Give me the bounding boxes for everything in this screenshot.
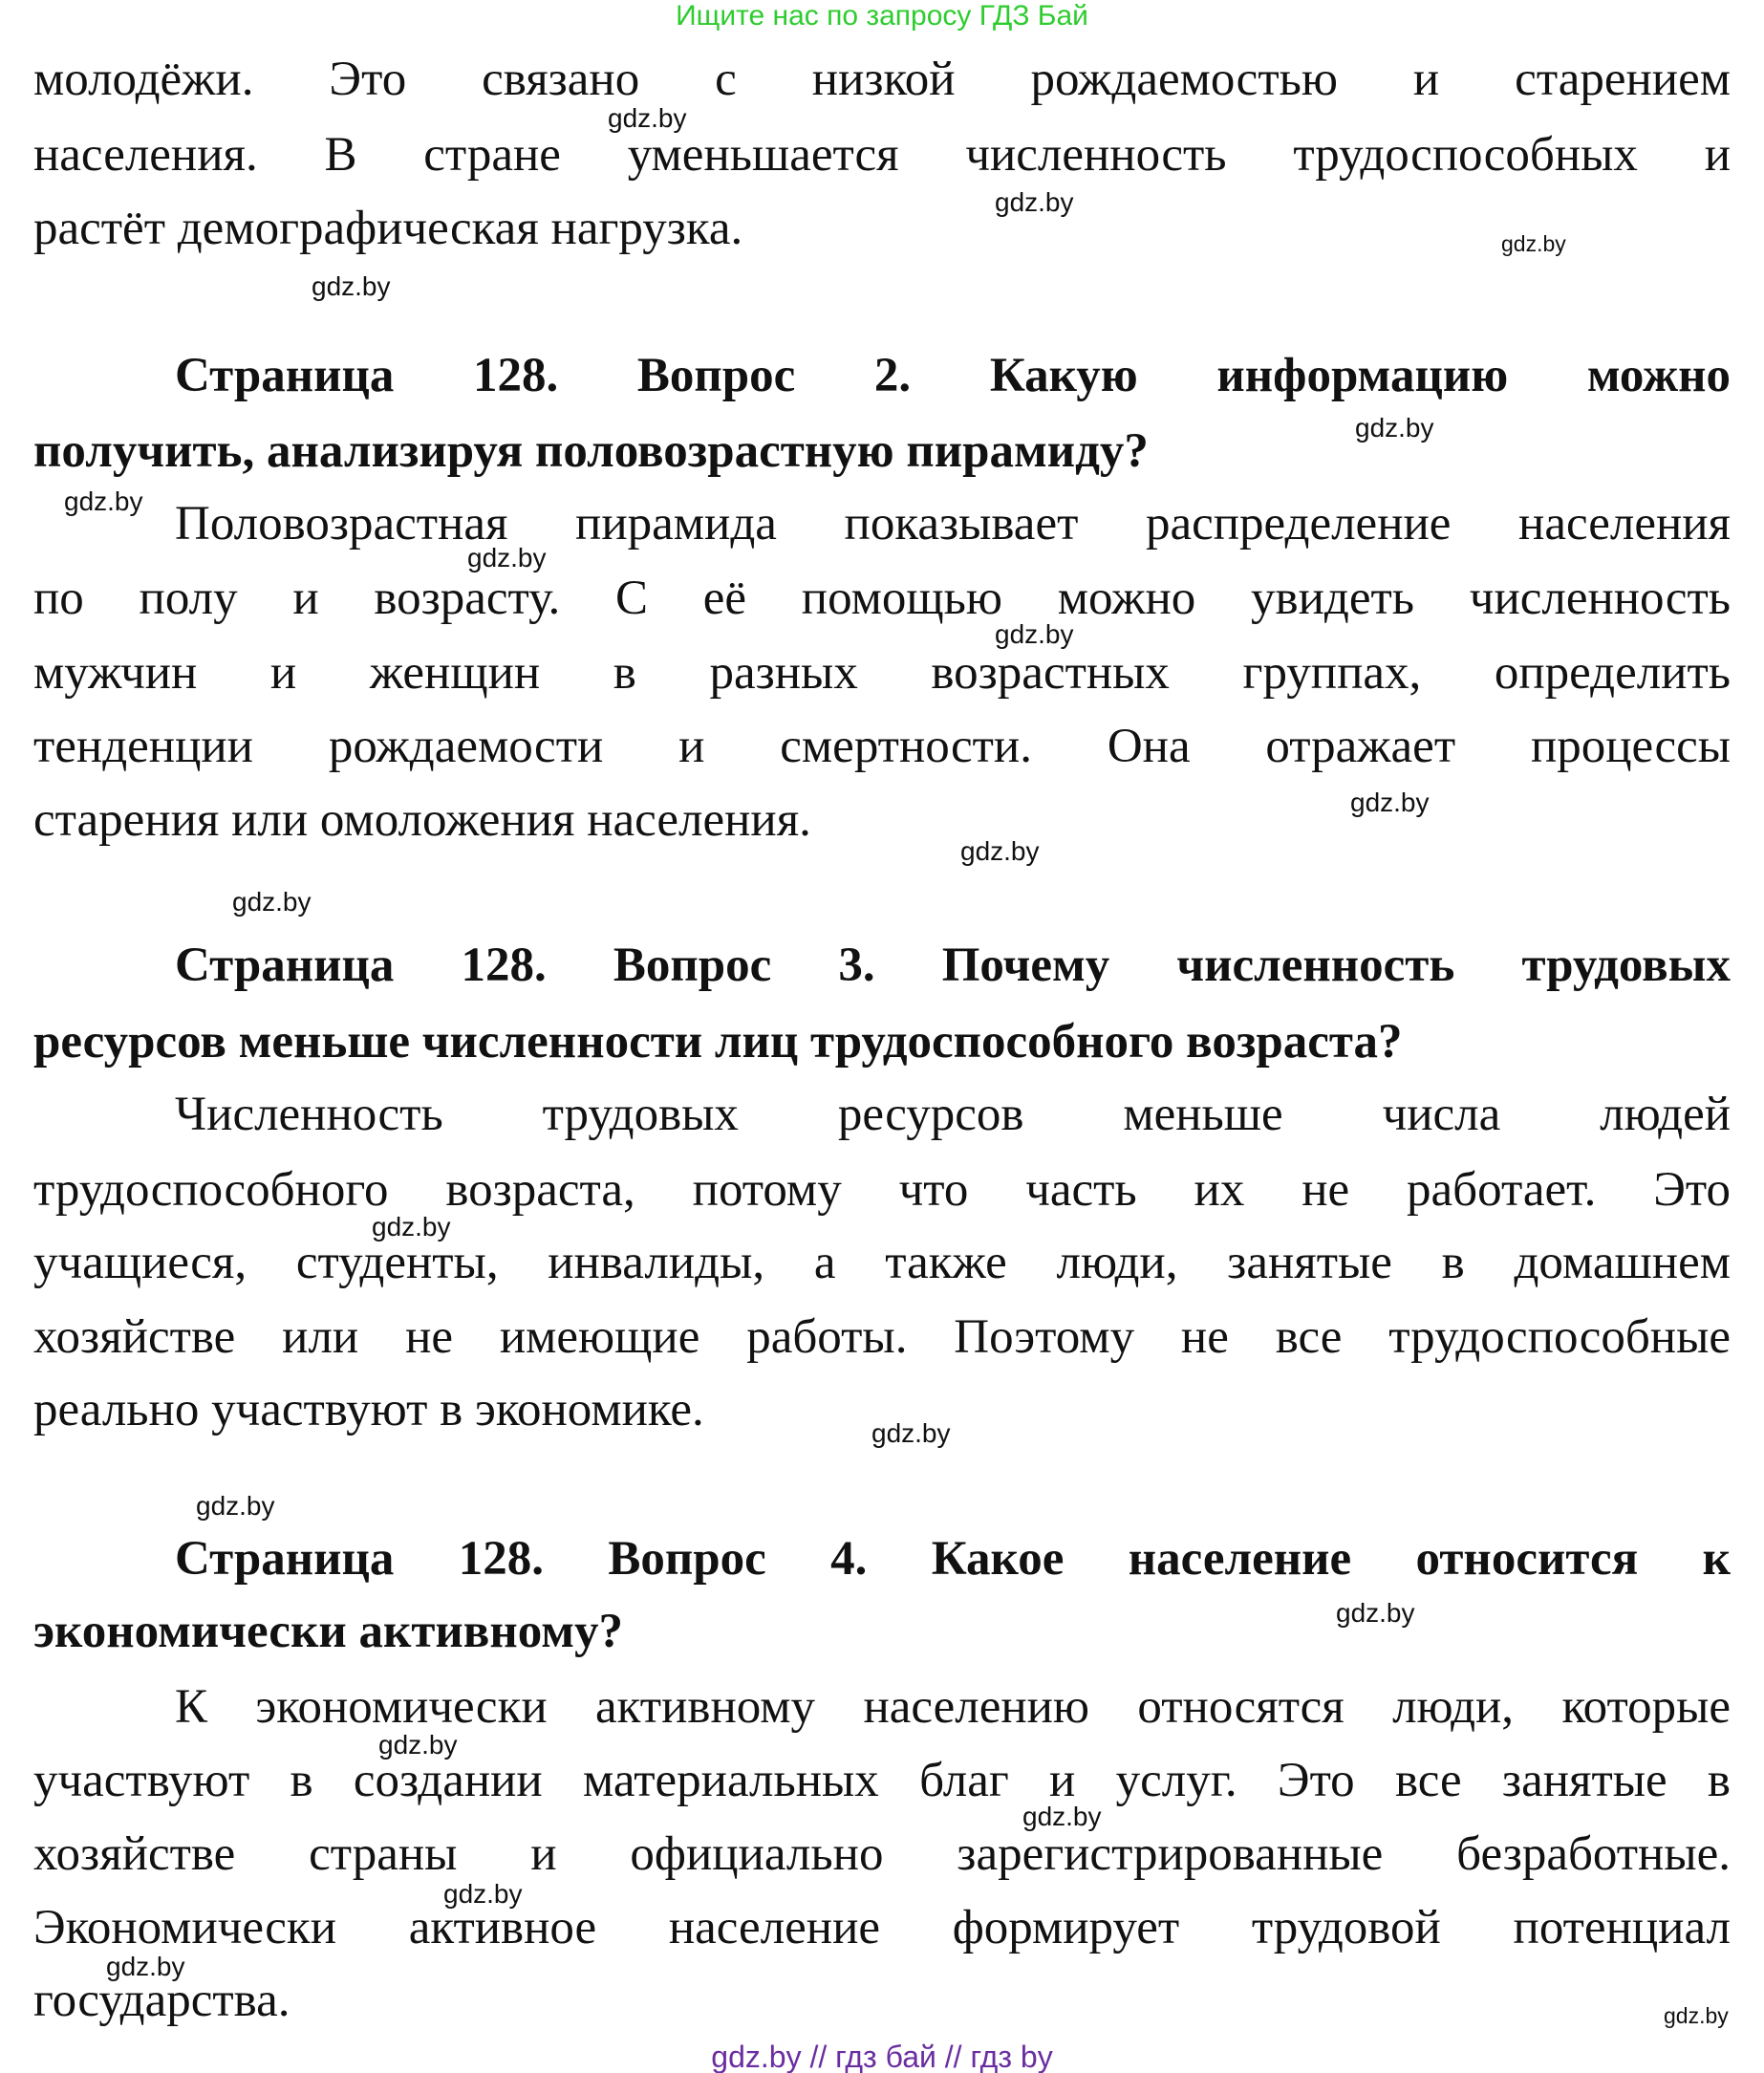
text-line: К экономически активному населению относятся люди, которые: [175, 1680, 1731, 1734]
watermark: gdz.by: [64, 486, 143, 516]
watermark: gdz.by: [1336, 1598, 1415, 1628]
question-heading: Страница 128. Вопрос 3. Почему численность трудовых: [175, 939, 1731, 992]
text-line: Половозрастная пирамида показывает распределение населения: [175, 497, 1731, 551]
text-line: хозяйстве или не имеющие работы. Поэтому не все трудоспособные: [33, 1310, 1731, 1364]
question-heading: Страница 128. Вопрос 2. Какую информацию можно: [175, 349, 1731, 402]
search-banner: Ищите нас по запросу ГДЗ Бай: [676, 0, 1088, 32]
watermark: gdz.by: [443, 1879, 523, 1909]
text-line: Экономически активное население формирует трудовой потенциал: [33, 1901, 1731, 1954]
watermark: gdz.by: [1501, 231, 1566, 256]
text-line: Численность трудовых ресурсов меньше числа людей: [175, 1088, 1731, 1141]
text-line: хозяйстве страны и официально зарегистрированные безработные.: [33, 1827, 1731, 1881]
watermark: gdz.by: [372, 1212, 451, 1242]
watermark: gdz.by: [1355, 413, 1434, 443]
watermark: gdz.by: [467, 543, 547, 572]
text-line: участвуют в создании материальных благ и услуг. Это все занятые в: [33, 1754, 1731, 1807]
question-heading: получить, анализируя половозрастную пирамиду?: [33, 424, 1149, 478]
watermark: gdz.by: [1350, 788, 1430, 817]
text-line: государства.: [33, 1974, 290, 2027]
text-line: трудоспособного возраста, потому что часть их не работает. Это: [33, 1163, 1731, 1217]
watermark: gdz.by: [871, 1418, 951, 1448]
text-line: мужчин и женщин в разных возрастных группах, определить: [33, 646, 1731, 700]
text-line: населения. В стране уменьшается численность трудоспособных и: [33, 128, 1731, 182]
watermark: gdz.by: [960, 836, 1040, 866]
text-line: молодёжи. Это связано с низкой рождаемостью и старением: [33, 53, 1731, 106]
watermark: gdz.by: [312, 271, 391, 301]
watermark: gdz.by: [608, 103, 687, 133]
watermark: gdz.by: [106, 1952, 185, 1981]
text-line: реально участвуют в экономике.: [33, 1383, 704, 1436]
question-heading: Страница 128. Вопрос 4. Какое население относится к: [175, 1532, 1731, 1586]
text-line: по полу и возрасту. С её помощью можно увидеть численность: [33, 572, 1731, 625]
text-line: старения или омоложения населения.: [33, 793, 811, 847]
watermark: gdz.by: [995, 187, 1074, 217]
watermark: gdz.by: [1022, 1802, 1102, 1831]
footer-links[interactable]: gdz.by // гдз бай // гдз by: [711, 2040, 1053, 2073]
text-line: растёт демографическая нагрузка.: [33, 202, 743, 255]
watermark: gdz.by: [1664, 2003, 1729, 2028]
text-line: учащиеся, студенты, инвалиды, а также люди, занятые в домашнем: [33, 1236, 1731, 1289]
text-line: тенденции рождаемости и смертности. Она отражает процессы: [33, 720, 1731, 773]
question-heading: ресурсов меньше численности лиц трудоспособного возраста?: [33, 1015, 1403, 1069]
watermark: gdz.by: [378, 1730, 458, 1760]
watermark: gdz.by: [196, 1491, 275, 1521]
watermark: gdz.by: [232, 887, 312, 917]
watermark: gdz.by: [995, 619, 1074, 649]
question-heading: экономически активному?: [33, 1605, 623, 1658]
